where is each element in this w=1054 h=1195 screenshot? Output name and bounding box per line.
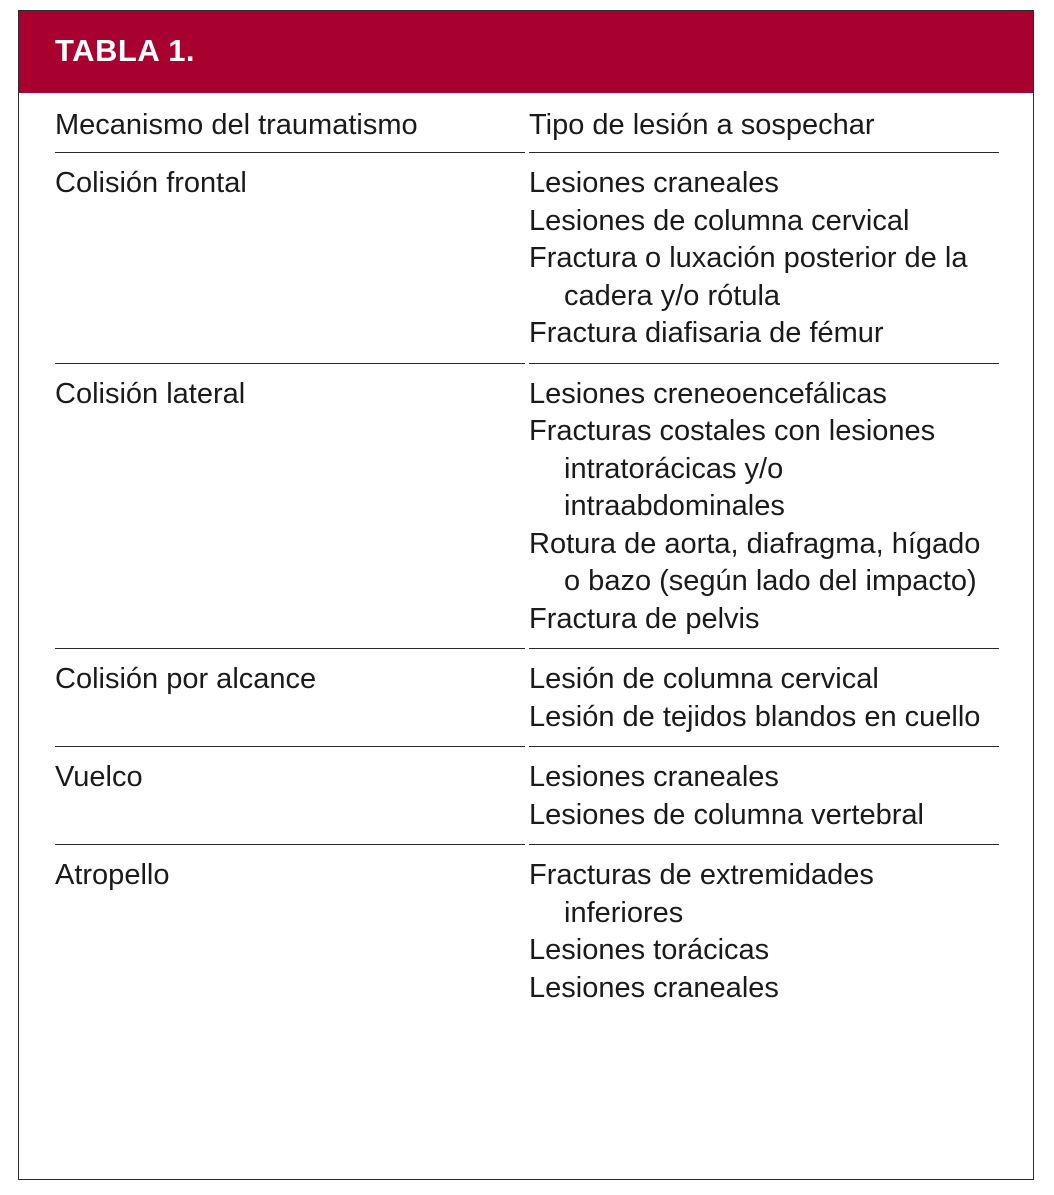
mechanism-cell — [55, 747, 525, 845]
injury-item: Lesiones de columna vertebral — [529, 798, 924, 831]
mechanism-label: Colisión por alcance — [55, 663, 317, 695]
mechanism-cell — [55, 845, 525, 1017]
injury-item: Lesiones de columna cervical — [529, 204, 910, 237]
injury-item: Lesiones craneales — [529, 971, 779, 1004]
mechanism-label: Colisión frontal — [55, 167, 247, 199]
injury-item: Fracturas de extremidades inferiores — [529, 859, 874, 929]
table-row — [55, 364, 999, 650]
injury-cell — [529, 153, 999, 364]
header-mechanism — [55, 93, 525, 153]
mechanism-cell — [55, 649, 525, 747]
injury-item: Lesiones craneales — [529, 761, 779, 793]
injury-item: Lesión de tejidos blandos en cuello — [529, 700, 981, 733]
injury-cell — [529, 845, 999, 1017]
mechanism-cell — [55, 364, 525, 650]
injury-table — [55, 93, 999, 1017]
mechanism-cell — [55, 153, 525, 364]
injury-cell — [529, 649, 999, 747]
table-header-row — [55, 93, 999, 153]
title-bar — [19, 11, 1033, 93]
injury-cell — [529, 747, 999, 845]
header-injury-label: Tipo de lesión a sospechar — [529, 109, 875, 141]
table-row — [55, 649, 999, 747]
table-title: TABLA 1. — [55, 33, 196, 68]
mechanism-label: Colisión lateral — [55, 377, 246, 410]
header-mechanism-label: Mecanismo del traumatismo — [55, 109, 418, 141]
injury-item: Lesiones craneales — [529, 167, 779, 199]
table-row — [55, 747, 999, 845]
injury-item: Fractura diafisaria de fémur — [529, 317, 884, 349]
injury-item: Fractura de pelvis — [529, 602, 760, 635]
table-frame — [18, 10, 1034, 1180]
injury-item: Lesiones creneoencefálicas — [529, 377, 887, 410]
header-injury — [529, 93, 999, 153]
injury-item: Lesiones torácicas — [529, 934, 770, 966]
mechanism-label: Atropello — [55, 859, 170, 891]
injury-item: Fractura o luxación posterior de la cadera y/o rótula — [529, 242, 968, 312]
table-row — [55, 153, 999, 364]
injury-item: Lesión de columna cervical — [529, 663, 879, 695]
mechanism-label: Vuelco — [55, 761, 143, 793]
table-row — [55, 845, 999, 1017]
injury-item: Fracturas costales con lesiones intratorácicas y/o intraabdominales — [529, 415, 936, 522]
injury-cell — [529, 364, 999, 650]
injury-item: Rotura de aorta, diafragma, hígado o bazo (según lado del impacto) — [529, 527, 981, 597]
